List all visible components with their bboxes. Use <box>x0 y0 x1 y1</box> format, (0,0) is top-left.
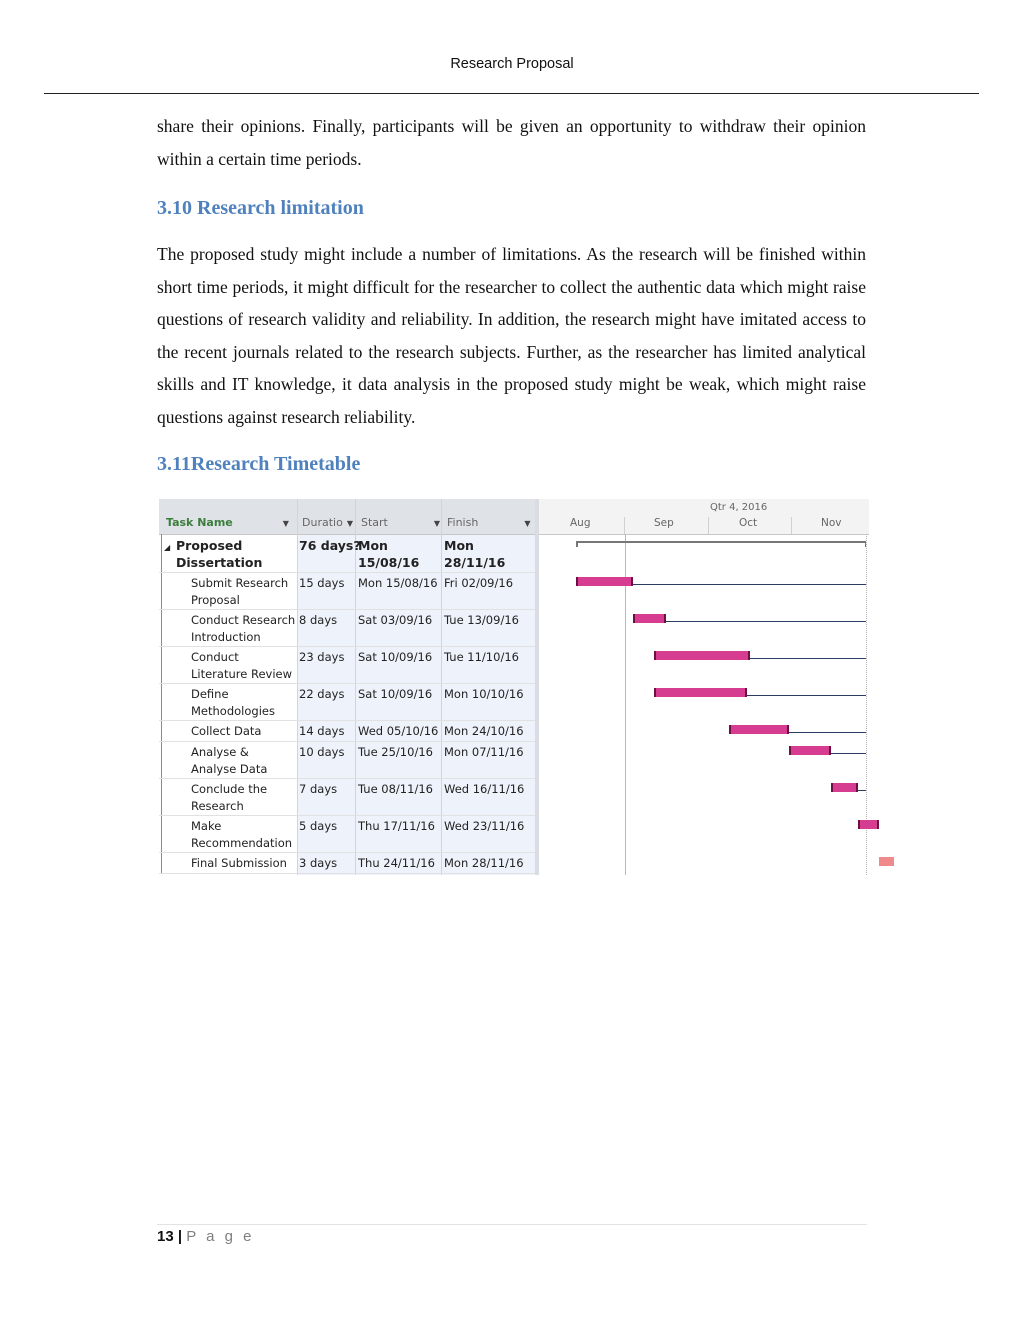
month-divider <box>791 517 792 534</box>
task-bar[interactable] <box>831 783 858 792</box>
table-row[interactable] <box>159 852 535 874</box>
task-bar[interactable] <box>879 857 894 866</box>
task-start: Tue 25/10/16 <box>358 745 433 759</box>
heading-research-limitation: 3.10 Research limitation <box>157 197 364 219</box>
slack-line <box>750 658 866 659</box>
task-start: Wed 05/10/16 <box>358 724 439 738</box>
task-bar[interactable] <box>576 577 633 586</box>
summary-finish: Mon 28/11/16 <box>444 538 506 570</box>
task-duration: 3 days <box>299 856 338 870</box>
slack-line <box>666 621 866 622</box>
task-finish: Mon 07/11/16 <box>444 745 524 759</box>
task-duration: 5 days <box>299 819 338 833</box>
table-row[interactable] <box>159 720 535 742</box>
footer-rule <box>157 1224 867 1225</box>
table-row[interactable] <box>159 778 535 816</box>
page-number: 13 <box>157 1228 174 1245</box>
dropdown-arrow-icon[interactable]: ▼ <box>433 519 441 528</box>
task-bar[interactable] <box>654 688 747 697</box>
task-finish: Mon 24/10/16 <box>444 724 524 738</box>
heading-research-timetable: 3.11Research Timetable <box>157 453 361 475</box>
page-label: P a g e <box>186 1228 255 1245</box>
paragraph-1: share their opinions. Finally, participants will be given an opportunity to withdraw their opinion within a certain time periods. <box>157 116 866 169</box>
task-duration: 7 days <box>299 782 338 796</box>
task-duration: 10 days <box>299 745 345 759</box>
body-content <box>157 110 866 498</box>
task-name: Submit Research Proposal <box>191 576 289 607</box>
task-start: Sat 10/09/16 <box>358 650 433 664</box>
month-divider <box>624 517 625 534</box>
timescale-header <box>539 499 869 535</box>
task-finish: Wed 23/11/16 <box>444 819 525 833</box>
task-finish: Fri 02/09/16 <box>444 576 514 590</box>
dropdown-arrow-icon[interactable]: ▼ <box>524 519 531 528</box>
summary-task-name: Proposed Dissertation <box>176 538 263 570</box>
task-finish: Wed 16/11/16 <box>444 782 525 796</box>
summary-bar[interactable] <box>576 541 866 547</box>
task-duration: 23 days <box>299 650 345 664</box>
slack-line <box>633 584 866 585</box>
task-duration: 15 days <box>299 576 345 590</box>
table-row-summary[interactable] <box>159 534 535 573</box>
task-name: Conclude the Research <box>191 782 268 813</box>
task-bar[interactable] <box>789 746 831 755</box>
task-start: Sat 03/09/16 <box>358 613 433 627</box>
page-footer <box>157 1228 255 1245</box>
summary-duration: 76 days? <box>299 538 361 553</box>
task-finish: Tue 11/10/16 <box>444 650 519 664</box>
column-header-duration[interactable]: Duratio ▼ <box>302 516 353 529</box>
table-row[interactable] <box>159 572 535 610</box>
gantt-table-header <box>159 499 535 535</box>
task-start: Sat 10/09/16 <box>358 687 433 701</box>
task-bar[interactable] <box>729 725 789 734</box>
header-rule <box>44 93 979 94</box>
gantt-table <box>159 499 535 875</box>
dropdown-arrow-icon[interactable]: ▼ <box>346 519 353 528</box>
task-finish: Tue 13/09/16 <box>444 613 519 627</box>
slack-line <box>747 695 866 696</box>
column-header-start[interactable]: Start ▼ <box>361 516 441 529</box>
page-header: Research Proposal <box>450 56 574 72</box>
task-name: Final Submission <box>191 856 287 870</box>
table-row[interactable] <box>159 609 535 647</box>
footer-separator: | <box>177 1228 183 1245</box>
table-row[interactable] <box>159 646 535 684</box>
gantt-timeline <box>539 499 869 875</box>
table-row[interactable] <box>159 815 535 853</box>
task-bar[interactable] <box>858 820 879 829</box>
task-start: Thu 17/11/16 <box>358 819 435 833</box>
timescale-quarter: Qtr 4, 2016 <box>710 502 768 513</box>
paragraph-2: The proposed study might include a number of limitations. As the research will be finished within short time periods, it might difficult for the researcher to collect the authentic data which might raise questions of research validity and reliability. In addition, the research might have imitated access to the recent journals related to the research subjects. Further, as the researcher has limited analytical skills and IT knowledge, it data analysis in the proposed study might be weak, which might raise questions against research reliability. <box>157 244 866 427</box>
task-finish: Mon 10/10/16 <box>444 687 524 701</box>
gantt-chart <box>159 499 869 875</box>
task-name: Make Recommendation <box>191 819 293 850</box>
timescale-month: Nov <box>821 517 842 529</box>
month-divider <box>708 517 709 534</box>
task-duration: 14 days <box>299 724 345 738</box>
task-name: Collect Data <box>191 724 262 738</box>
slack-line <box>789 732 866 733</box>
timescale-month: Aug <box>570 517 591 529</box>
dropdown-arrow-icon[interactable]: ▼ <box>282 519 289 528</box>
task-duration: 22 days <box>299 687 345 701</box>
task-name: Conduct Literature Review <box>191 650 292 681</box>
slack-line <box>831 753 866 754</box>
slack-line <box>858 790 866 791</box>
timescale-month: Sep <box>654 517 674 529</box>
timescale-month: Oct <box>739 517 758 529</box>
column-header-finish[interactable]: Finish ▼ <box>447 516 531 529</box>
table-row[interactable] <box>159 683 535 721</box>
task-start: Tue 08/11/16 <box>358 782 433 796</box>
task-start: Thu 24/11/16 <box>358 856 435 870</box>
table-row[interactable] <box>159 741 535 779</box>
task-duration: 8 days <box>299 613 338 627</box>
task-name: Analyse & Analyse Data <box>191 745 268 776</box>
task-bar[interactable] <box>633 614 666 623</box>
collapse-triangle-icon[interactable]: ◢ <box>164 543 171 552</box>
summary-start: Mon 15/08/16 <box>358 538 420 570</box>
task-name: Conduct Research Introduction <box>191 613 296 644</box>
task-name: Define Methodologies <box>191 687 275 718</box>
column-header-task-name[interactable]: Task Name ▼ <box>166 516 289 529</box>
task-start: Mon 15/08/16 <box>358 576 438 590</box>
task-bar[interactable] <box>654 651 750 660</box>
task-finish: Mon 28/11/16 <box>444 856 524 870</box>
